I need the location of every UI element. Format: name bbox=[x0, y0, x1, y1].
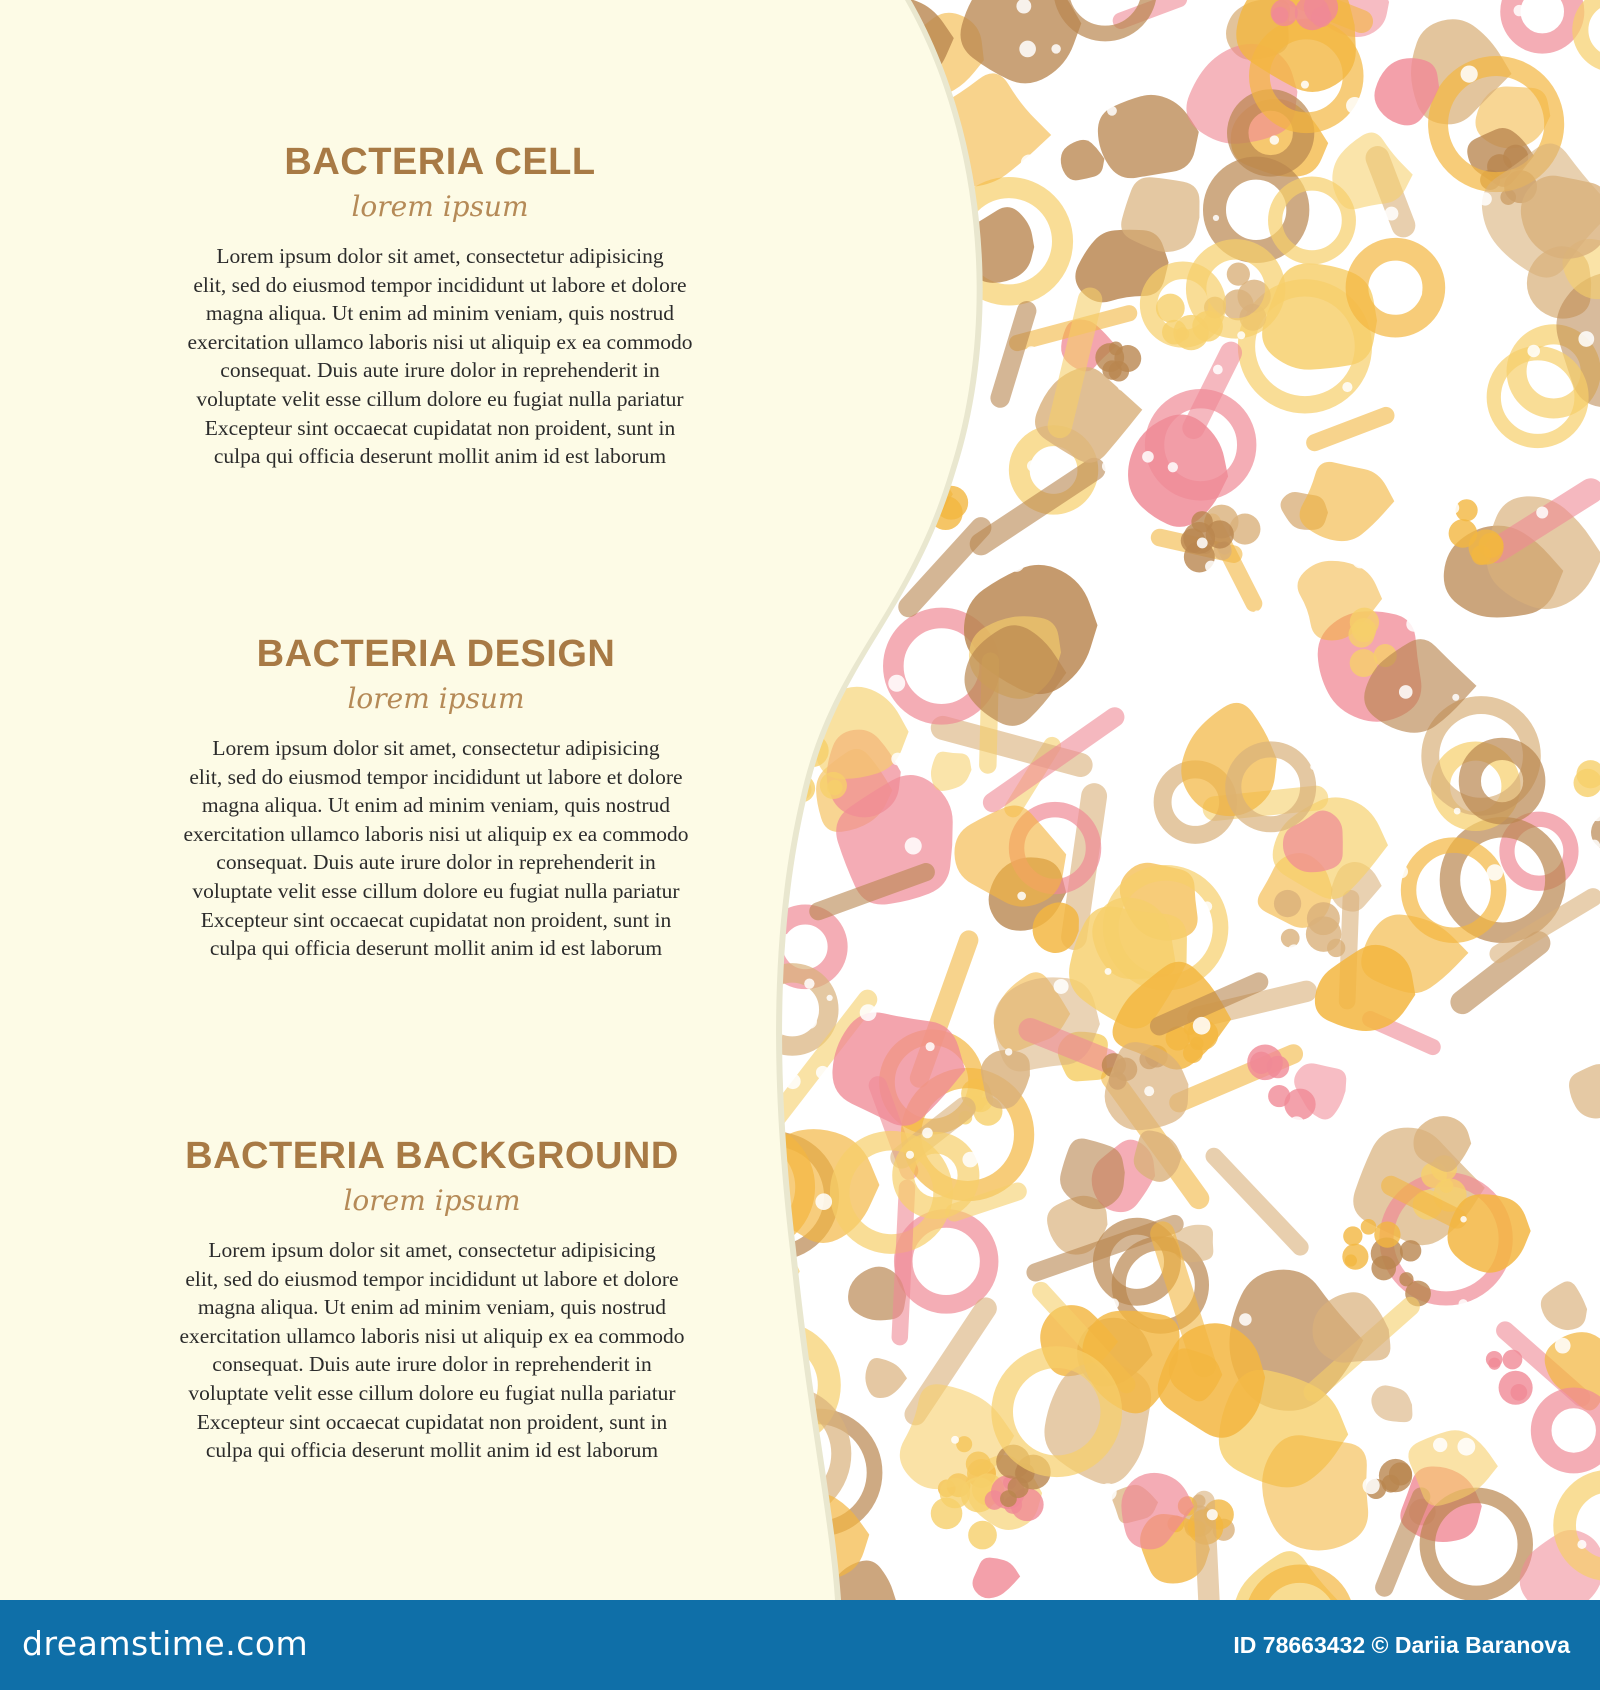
image-credit: ID 78663432 © Dariia Baranova bbox=[1233, 1632, 1570, 1658]
section-bacteria-design bbox=[96, 632, 776, 963]
body-line: culpa qui officia deserunt mollit anim id est laborum bbox=[209, 936, 663, 961]
section-subtitle: lorem ipsum bbox=[347, 682, 525, 715]
body-line: elit, sed do eiusmod tempor incididunt ut labore et dolore bbox=[189, 764, 683, 789]
body-line: voluptate velit esse cillum dolore eu fugiat nulla pariatur bbox=[196, 386, 684, 411]
body-line: consequat. Duis aute irure dolor in reprehenderit in bbox=[212, 1352, 652, 1377]
body-line: exercitation ullamco laboris nisi ut aliquip ex ea commodo bbox=[183, 821, 689, 846]
body-line: magna aliqua. Ut enim ad minim veniam, quis nostrud bbox=[197, 1295, 667, 1320]
section-body-text bbox=[100, 242, 780, 471]
stock-footer-bar bbox=[0, 1600, 1600, 1690]
body-line: exercitation ullamco laboris nisi ut aliquip ex ea commodo bbox=[187, 329, 693, 354]
section-bacteria-background bbox=[92, 1134, 772, 1465]
section-bacteria-cell bbox=[100, 140, 780, 471]
body-line: consequat. Duis aute irure dolor in reprehenderit in bbox=[220, 358, 660, 383]
section-title: BACTERIA DESIGN bbox=[256, 633, 616, 675]
body-line: magna aliqua. Ut enim ad minim veniam, quis nostrud bbox=[205, 301, 675, 326]
body-line: Lorem ipsum dolor sit amet, consectetur adipisicing bbox=[208, 1238, 656, 1262]
body-line: Lorem ipsum dolor sit amet, consectetur adipisicing bbox=[212, 736, 660, 760]
brand-logo-text[interactable]: dreamstime.com bbox=[22, 1624, 309, 1663]
body-line: elit, sed do eiusmod tempor incididunt ut labore et dolore bbox=[185, 1266, 679, 1291]
section-body-text bbox=[92, 1236, 772, 1465]
section-title: BACTERIA CELL bbox=[284, 141, 596, 183]
section-title: BACTERIA BACKGROUND bbox=[185, 1135, 679, 1177]
body-line: consequat. Duis aute irure dolor in reprehenderit in bbox=[216, 850, 656, 875]
section-subtitle: lorem ipsum bbox=[351, 190, 529, 223]
body-line: magna aliqua. Ut enim ad minim veniam, quis nostrud bbox=[201, 793, 671, 818]
body-line: voluptate velit esse cillum dolore eu fugiat nulla pariatur bbox=[192, 878, 680, 903]
body-line: culpa qui officia deserunt mollit anim id est laborum bbox=[213, 444, 667, 469]
section-subtitle: lorem ipsum bbox=[343, 1184, 521, 1217]
body-line: elit, sed do eiusmod tempor incididunt ut labore et dolore bbox=[193, 272, 687, 297]
body-line: culpa qui officia deserunt mollit anim id est laborum bbox=[205, 1438, 659, 1463]
body-line: Lorem ipsum dolor sit amet, consectetur adipisicing bbox=[216, 244, 664, 268]
body-line: exercitation ullamco laboris nisi ut aliquip ex ea commodo bbox=[179, 1323, 685, 1348]
body-line: Excepteur sint occaecat cupidatat non proident, sunt in bbox=[196, 1409, 668, 1434]
section-body-text bbox=[96, 734, 776, 963]
body-line: Excepteur sint occaecat cupidatat non proident, sunt in bbox=[200, 907, 672, 932]
body-line: voluptate velit esse cillum dolore eu fugiat nulla pariatur bbox=[188, 1380, 676, 1405]
body-line: Excepteur sint occaecat cupidatat non proident, sunt in bbox=[204, 415, 676, 440]
